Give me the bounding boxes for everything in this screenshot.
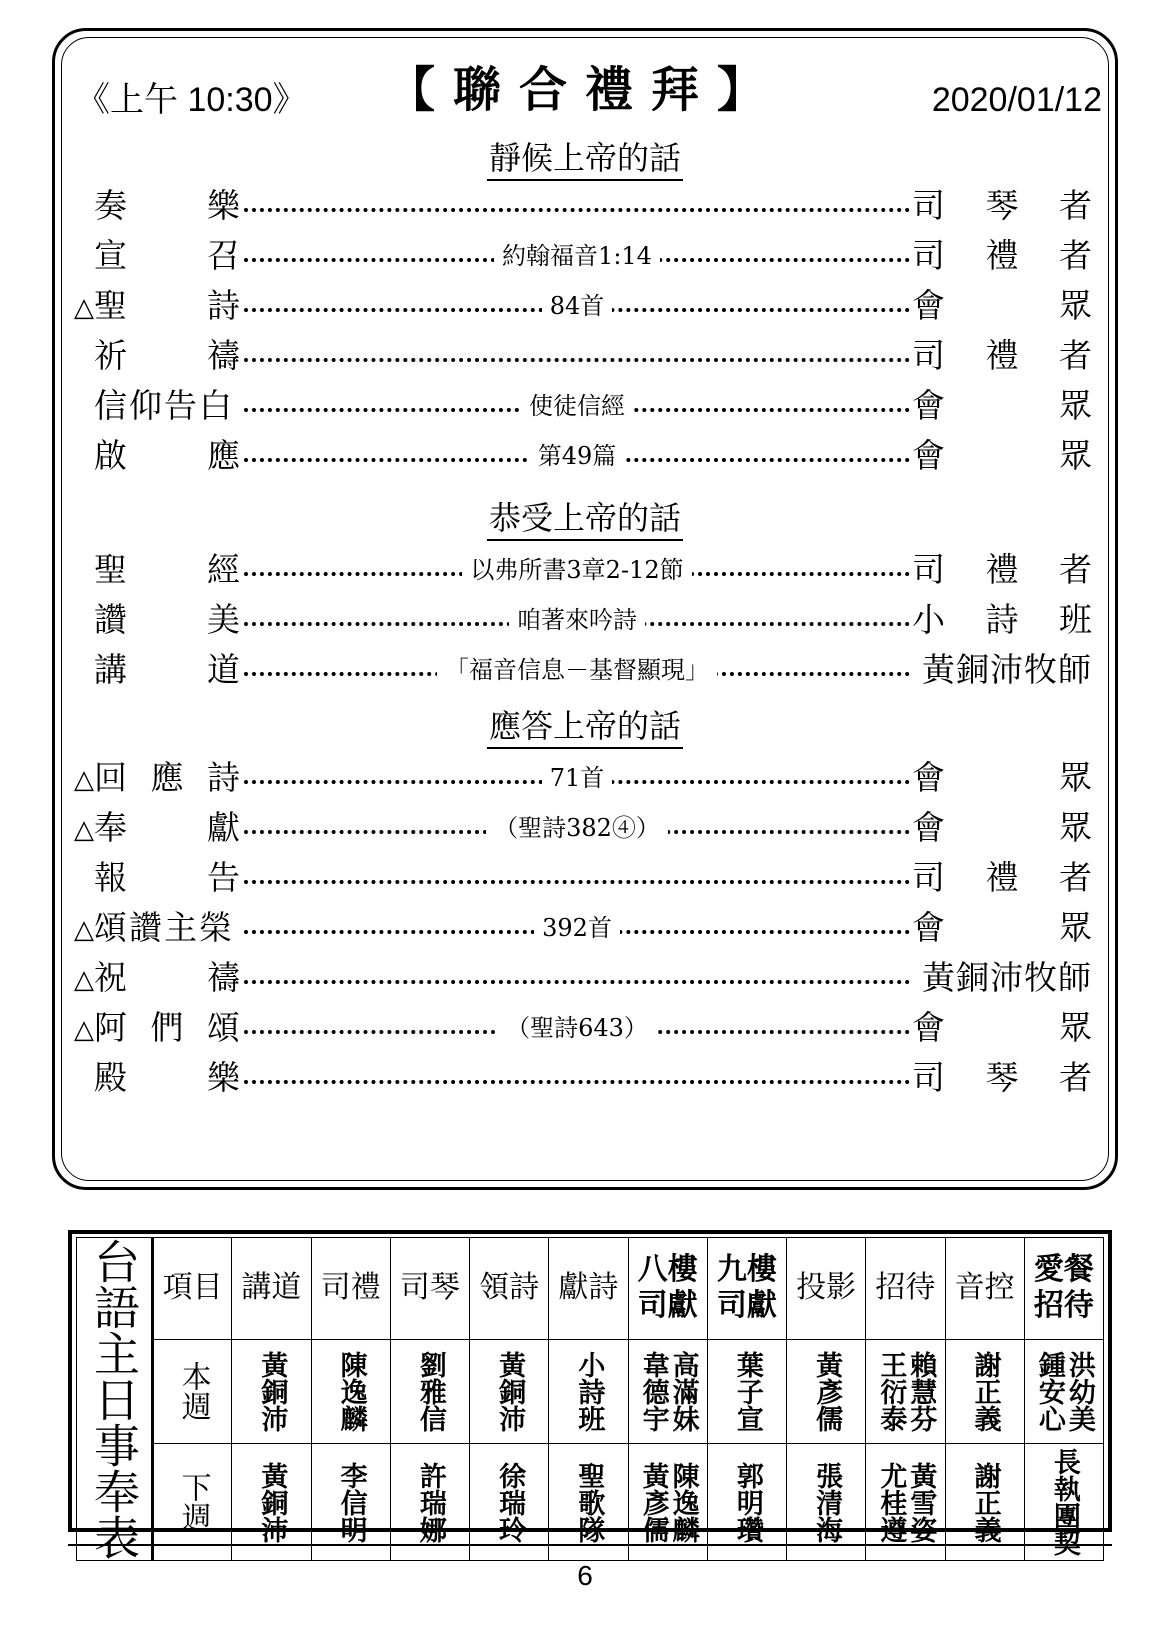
leader-char: 司 [912,236,945,275]
worship-item-char: 應 [207,436,240,475]
leader-char: 琴 [985,186,1019,225]
worship-item-detail: 使徒信經 [244,390,910,422]
worship-item-name [94,284,240,328]
worship-item-leader [912,806,1092,850]
worship-item-detail: （聖詩643） [244,1012,910,1044]
duty-person-name: 黃雪姿 [905,1461,937,1543]
worship-item-leader [912,598,1092,642]
duty-person-name: 李信明 [335,1461,367,1543]
worship-item-name [94,756,240,800]
worship-row [0,644,1170,696]
duty-name-cell [707,1444,786,1561]
dot-leader [244,350,910,362]
duty-person-name: 張清海 [811,1461,843,1543]
worship-item-name [94,548,240,592]
worship-item-char: 應 [150,758,184,797]
worship-item-name [94,334,240,378]
duty-header-cell: 獻詩 [549,1238,628,1340]
duty-person-name: 葉子宣 [731,1350,763,1432]
leader-char: 眾 [1059,908,1092,947]
standing-mark-icon: △ [74,293,94,323]
worship-item-char: 樂 [207,186,240,225]
worship-item-char: 禱 [207,336,240,375]
worship-item-leader [912,648,1092,692]
worship-row [0,430,1170,482]
dot-leader [244,972,910,984]
leader-char: 小 [912,600,945,639]
duty-name-cell [866,1444,945,1561]
duty-name-cell [470,1444,549,1561]
worship-item-name [94,1006,240,1050]
duty-header-cell: 招待 [866,1238,945,1340]
leader-char: 者 [1059,550,1092,589]
leader-char: 眾 [1059,386,1092,425]
worship-row [0,752,1170,804]
duty-person-name: 高滿妹 [667,1350,699,1432]
leader-char: 司 [912,336,945,375]
duty-name-cell [549,1339,628,1443]
section-heading-2: 恭受上帝的話 [0,498,1170,538]
worship-row [0,802,1170,854]
leader-char: 會 [912,808,945,847]
worship-item-char: 召 [207,236,240,275]
worship-item-char: 頌 [207,1008,240,1047]
leader-char: 者 [1059,858,1092,897]
duty-person-name: 許瑞娜 [414,1461,446,1543]
worship-item-name [94,806,240,850]
duty-person-name: 鍾安心 [1033,1350,1065,1432]
worship-row [0,594,1170,646]
leader-char: 會 [912,1008,945,1047]
worship-item-leader [912,284,1092,328]
duty-name-cell [470,1339,549,1443]
worship-row [0,280,1170,332]
worship-item-leader [912,334,1092,378]
section-heading-3: 應答上帝的話 [0,706,1170,746]
worship-row [0,230,1170,282]
this-week-label: 本週 [153,1339,232,1443]
worship-item-detail: 約翰福音1:14 [244,240,910,272]
duty-header-cell: 九樓司獻 [707,1238,786,1340]
worship-item-char: 奉 [94,808,127,847]
worship-item-leader [912,1056,1092,1100]
leader-char: 禮 [985,236,1019,275]
duty-header-cell: 項目 [153,1238,232,1340]
worship-row [0,1052,1170,1104]
duty-name-cell [390,1444,469,1561]
worship-item-char: 告 [207,858,240,897]
duty-bottom-rule [68,1544,1112,1546]
standing-mark-icon: △ [74,1015,94,1045]
page-number: 6 [577,1560,593,1591]
duty-header-cell: 司琴 [390,1238,469,1340]
worship-row [0,180,1170,232]
worship-item-leader [912,548,1092,592]
duty-name-cell [787,1444,866,1561]
duty-person-name: 徐瑞玲 [494,1461,526,1543]
worship-item-char: 美 [207,600,240,639]
duty-person-name: 韋德宇 [637,1350,669,1432]
duty-header-cell: 八樓司獻 [628,1238,707,1340]
worship-item-name [94,184,240,228]
duty-person-name: 陳逸麟 [667,1461,699,1543]
dot-leader [244,1072,910,1084]
duty-person-name: 謝正義 [969,1350,1001,1432]
worship-item-name [94,434,240,478]
worship-item-detail: （聖詩382④） [244,812,910,844]
worship-row [0,902,1170,954]
worship-item-char: 聖 [94,550,127,589]
worship-item-char: 回 [94,758,127,797]
duty-person-name: 尤桂遵 [875,1461,907,1543]
worship-item-name [94,906,240,950]
duty-name-cell [707,1339,786,1443]
leader-char: 眾 [1059,1008,1092,1047]
worship-item-char: 詩 [207,286,240,325]
duty-header-cell: 投影 [787,1238,866,1340]
worship-item-char: 樂 [207,1058,240,1097]
duty-name-cell [311,1444,390,1561]
worship-item-detail: 「福音信息－基督顯現」 [244,654,910,686]
leader-char: 眾 [1059,286,1092,325]
worship-item-char: 祝 [94,958,127,997]
duty-header-row [77,1238,1104,1340]
next-week-label: 下週 [153,1444,232,1561]
worship-item-leader [912,956,1092,1000]
leader-char: 司 [912,1058,945,1097]
duty-person-name: 黃彥儒 [811,1350,843,1432]
worship-item-detail: 以弗所書3章2-12節 [244,554,910,586]
duty-roster-table [76,1237,1104,1561]
worship-item-name [94,956,240,1000]
duty-person-name: 王衍泰 [875,1350,907,1432]
section-heading-1: 靜候上帝的話 [0,138,1170,178]
dot-leader [244,200,910,212]
duty-person-name: 謝正義 [969,1461,1001,1543]
leader-char: 者 [1059,336,1092,375]
worship-item-char: 們 [150,1008,184,1047]
standing-mark-icon: △ [74,915,94,945]
leader-char: 禮 [985,336,1019,375]
worship-item-char: 啟 [94,436,127,475]
dot-leader [244,872,910,884]
duty-name-cell [311,1339,390,1443]
leader-char: 黃銅沛牧師 [922,650,1092,689]
worship-row [0,330,1170,382]
worship-item-char: 經 [207,550,240,589]
duty-name-cell [628,1339,707,1443]
duty-next-week-row [77,1444,1104,1561]
service-time: 《上午 10:30》 [76,81,307,119]
worship-item-name [94,598,240,642]
duty-person-name: 黃銅沛 [256,1350,288,1432]
worship-item-char: 殿 [94,1058,127,1097]
worship-item-name [94,1056,240,1100]
worship-item-char: 讚 [94,600,127,639]
service-title: 【聯合禮拜】 [386,62,783,118]
leader-char: 會 [912,286,945,325]
worship-item-name [94,234,240,278]
duty-person-name: 小詩班 [573,1350,605,1432]
leader-char: 者 [1059,186,1092,225]
worship-item-char: 詩 [207,758,240,797]
leader-char: 黃銅沛牧師 [922,958,1092,997]
duty-header-cell: 司禮 [311,1238,390,1340]
duty-name-cell [390,1339,469,1443]
duty-person-name: 陳逸麟 [335,1350,367,1432]
worship-row [0,380,1170,432]
duty-name-cell [232,1339,311,1443]
duty-person-name: 郭明瓚 [731,1461,763,1543]
worship-item-name [94,384,240,428]
worship-row [0,544,1170,596]
worship-item-char: 禱 [207,958,240,997]
duty-person-name: 長執團契 [1048,1448,1080,1556]
worship-item-name [94,648,240,692]
worship-item-leader [912,856,1092,900]
worship-row [0,852,1170,904]
leader-char: 會 [912,758,945,797]
duty-name-cell [945,1444,1024,1561]
duty-person-name: 聖歌隊 [573,1461,605,1543]
leader-char: 司 [912,858,945,897]
leader-char: 會 [912,436,945,475]
worship-item-leader [912,184,1092,228]
duty-person-name: 黃彥儒 [637,1461,669,1543]
worship-row [0,1002,1170,1054]
worship-item-leader [912,434,1092,478]
duty-header-cell: 領詩 [470,1238,549,1340]
worship-item-char: 信仰告白 [94,386,234,425]
leader-char: 眾 [1059,758,1092,797]
worship-item-char: 聖 [94,286,127,325]
duty-header-cell: 愛餐招待 [1024,1238,1103,1340]
leader-char: 會 [912,908,945,947]
leader-char: 禮 [985,858,1019,897]
worship-item-char: 阿 [94,1008,127,1047]
worship-item-char: 祈 [94,336,127,375]
leader-char: 琴 [985,1058,1019,1097]
duty-name-cell [628,1444,707,1561]
leader-char: 會 [912,386,945,425]
duty-header-cell: 講道 [232,1238,311,1340]
leader-char: 司 [912,550,945,589]
duty-person-name: 黃銅沛 [256,1461,288,1543]
standing-mark-icon: △ [74,965,94,995]
worship-item-detail: 咱著來吟詩 [244,604,910,636]
standing-mark-icon: △ [74,765,94,795]
duty-person-name: 劉雅信 [414,1350,446,1432]
leader-char: 眾 [1059,808,1092,847]
duty-name-cell [549,1444,628,1561]
leader-char: 者 [1059,236,1092,275]
worship-item-leader [912,1006,1092,1050]
duty-this-week-row [77,1339,1104,1443]
worship-item-leader [912,906,1092,950]
standing-mark-icon: △ [74,815,94,845]
duty-name-cell [1024,1444,1103,1561]
worship-item-leader [912,234,1092,278]
duty-person-name: 賴慧芬 [905,1350,937,1432]
duty-name-cell [866,1339,945,1443]
leader-char: 禮 [985,550,1019,589]
worship-row [0,952,1170,1004]
leader-char: 班 [1059,600,1092,639]
worship-item-detail: 第49篇 [244,440,910,472]
worship-item-char: 頌讚主榮 [94,908,234,947]
worship-item-name [94,856,240,900]
worship-item-char: 報 [94,858,127,897]
duty-name-cell [1024,1339,1103,1443]
worship-item-leader [912,756,1092,800]
duty-person-name: 洪幼美 [1063,1350,1095,1432]
worship-item-detail: 392首 [244,912,910,944]
leader-char: 眾 [1059,436,1092,475]
leader-char: 者 [1059,1058,1092,1097]
worship-item-char: 講 [94,650,127,689]
worship-item-char: 獻 [207,808,240,847]
duty-name-cell [787,1339,866,1443]
worship-item-detail: 84首 [244,290,910,322]
worship-item-char: 宣 [94,236,127,275]
worship-item-char: 奏 [94,186,127,225]
worship-item-leader [912,384,1092,428]
worship-item-char: 道 [207,650,240,689]
duty-name-cell [232,1444,311,1561]
duty-table-label: 台語主日事奉表 [77,1238,153,1561]
leader-char: 詩 [985,600,1019,639]
duty-person-name: 黃銅沛 [494,1350,526,1432]
leader-char: 司 [912,186,945,225]
worship-item-detail: 71首 [244,762,910,794]
service-date: 2020/01/12 [931,81,1102,119]
duty-header-cell: 音控 [945,1238,1024,1340]
duty-name-cell [945,1339,1024,1443]
